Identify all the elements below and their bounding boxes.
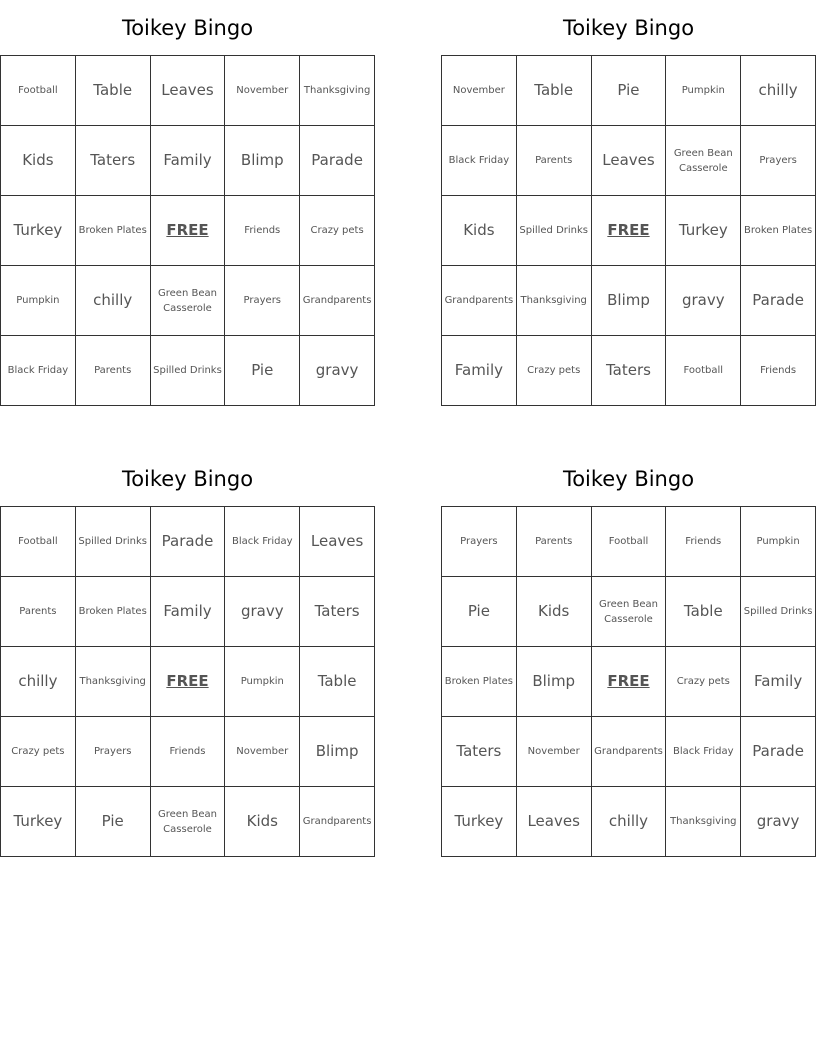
bingo-cell: Broken Plates [75,577,150,647]
bingo-row [442,647,816,717]
bingo-cell: gravy [666,266,741,336]
bingo-cell: Leaves [591,126,666,196]
bingo-cell: gravy [225,577,300,647]
card-title: Toikey Bingo [562,16,695,40]
bingo-cell: Pumpkin [741,507,816,577]
bingo-row [1,56,375,126]
bingo-cell: Prayers [75,717,150,787]
bingo-grid [441,506,816,857]
free-space: FREE [150,647,225,717]
bingo-cell: Spilled Drinks [150,336,225,406]
bingo-cell: Black Friday [225,507,300,577]
bingo-cell: Taters [442,717,517,787]
bingo-cell: Football [666,336,741,406]
bingo-cell: Pumpkin [1,266,76,336]
bingo-cell: Broken Plates [75,196,150,266]
bingo-cell: Blimp [591,266,666,336]
bingo-cell: Green Bean Casserole [150,787,225,857]
bingo-card-1 [0,0,375,406]
bingo-row [442,56,816,126]
bingo-cell: Parents [1,577,76,647]
bingo-cell: Prayers [741,126,816,196]
bingo-grid [0,55,375,406]
bingo-cell: chilly [741,56,816,126]
bingo-cell: Pumpkin [666,56,741,126]
bingo-cell: Friends [741,336,816,406]
bingo-cell: Taters [300,577,375,647]
bingo-cell: Blimp [300,717,375,787]
bingo-cell: chilly [591,787,666,857]
bingo-cell: chilly [75,266,150,336]
bingo-row [442,126,816,196]
bingo-row [442,577,816,647]
bingo-row [442,266,816,336]
bingo-cell: Turkey [1,196,76,266]
bingo-cell: Table [75,56,150,126]
bingo-row [1,717,375,787]
bingo-cell: Black Friday [1,336,76,406]
bingo-cell: Green Bean Casserole [591,577,666,647]
bingo-row [1,266,375,336]
bingo-cell: Leaves [150,56,225,126]
bingo-cell: Pumpkin [225,647,300,717]
bingo-cell: Green Bean Casserole [666,126,741,196]
bingo-row [442,196,816,266]
bingo-cell: Thanksgiving [666,787,741,857]
bingo-cell: Leaves [300,507,375,577]
bingo-cell: Taters [591,336,666,406]
bingo-cell: Friends [150,717,225,787]
bingo-cell: Prayers [225,266,300,336]
card-title: Toikey Bingo [121,467,254,491]
bingo-cell: Broken Plates [442,647,517,717]
bingo-row [1,787,375,857]
bingo-cell: Family [741,647,816,717]
bingo-cell: Turkey [666,196,741,266]
bingo-cell: Thanksgiving [516,266,591,336]
bingo-cell: Parade [741,717,816,787]
bingo-cell: Thanksgiving [300,56,375,126]
bingo-row [442,507,816,577]
bingo-cell: Blimp [225,126,300,196]
bingo-cell: November [225,717,300,787]
bingo-cell: Table [300,647,375,717]
bingo-grid [0,506,375,857]
bingo-cell: Parents [75,336,150,406]
bingo-cell: Broken Plates [741,196,816,266]
bingo-cell: Spilled Drinks [741,577,816,647]
bingo-row [1,507,375,577]
bingo-cell: Crazy pets [300,196,375,266]
bingo-row [442,336,816,406]
bingo-cell: Football [1,56,76,126]
bingo-cell: Blimp [516,647,591,717]
bingo-cell: Kids [516,577,591,647]
bingo-cell: November [225,56,300,126]
card-title: Toikey Bingo [562,467,695,491]
bingo-cell: Parents [516,507,591,577]
bingo-cell: Family [442,336,517,406]
bingo-cell: Crazy pets [516,336,591,406]
bingo-cell: Family [150,126,225,196]
bingo-cell: Parade [150,507,225,577]
bingo-cell: Thanksgiving [75,647,150,717]
bingo-cell: Spilled Drinks [75,507,150,577]
bingo-cell: Black Friday [442,126,517,196]
bingo-cell: Turkey [1,787,76,857]
bingo-cell: Kids [442,196,517,266]
bingo-cell: Parents [516,126,591,196]
bingo-row [1,196,375,266]
bingo-cell: Turkey [442,787,517,857]
bingo-cell: Taters [75,126,150,196]
bingo-cell: Football [591,507,666,577]
bingo-cell: Pie [75,787,150,857]
bingo-cell: Grandparents [300,787,375,857]
bingo-row [1,336,375,406]
bingo-row [1,647,375,717]
bingo-cell: Pie [591,56,666,126]
bingo-cell: gravy [300,336,375,406]
bingo-cell: Grandparents [442,266,517,336]
bingo-cell: Pie [225,336,300,406]
bingo-card-4 [441,451,816,857]
bingo-card-3 [0,451,375,857]
bingo-cell: Kids [1,126,76,196]
bingo-cell: Friends [666,507,741,577]
bingo-cell: Parade [741,266,816,336]
bingo-cell: Table [666,577,741,647]
bingo-cell: Crazy pets [1,717,76,787]
bingo-cell: Parade [300,126,375,196]
bingo-cell: Crazy pets [666,647,741,717]
bingo-cell: Football [1,507,76,577]
bingo-cell: Friends [225,196,300,266]
bingo-cell: Prayers [442,507,517,577]
free-space: FREE [591,647,666,717]
bingo-cell: Black Friday [666,717,741,787]
bingo-cell: Kids [225,787,300,857]
bingo-card-2 [441,0,816,406]
bingo-cell: Grandparents [300,266,375,336]
bingo-cell: chilly [1,647,76,717]
bingo-row [442,717,816,787]
bingo-cell: Family [150,577,225,647]
bingo-cell: Table [516,56,591,126]
bingo-grid [441,55,816,406]
card-title: Toikey Bingo [121,16,254,40]
bingo-cell: November [516,717,591,787]
bingo-cell: gravy [741,787,816,857]
bingo-cell: Spilled Drinks [516,196,591,266]
bingo-cell: Grandparents [591,717,666,787]
free-space: FREE [591,196,666,266]
bingo-row [1,126,375,196]
bingo-row [442,787,816,857]
bingo-cell: November [442,56,517,126]
bingo-cell: Pie [442,577,517,647]
bingo-row [1,577,375,647]
free-space: FREE [150,196,225,266]
bingo-cell: Leaves [516,787,591,857]
bingo-cell: Green Bean Casserole [150,266,225,336]
